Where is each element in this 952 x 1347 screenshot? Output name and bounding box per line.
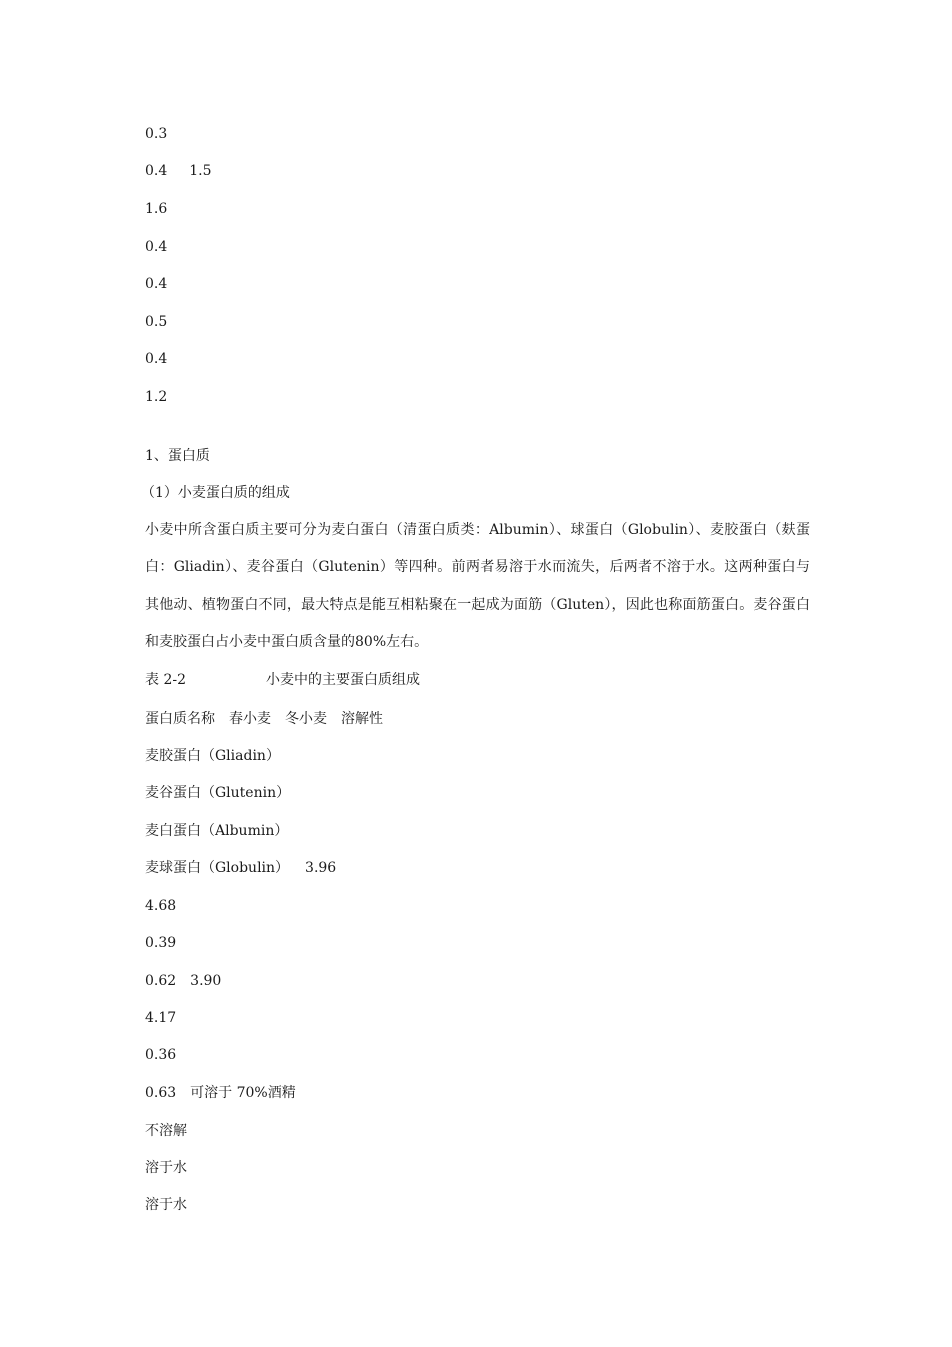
table-cell-protein: 麦胶蛋白（Gliadin） <box>145 748 280 764</box>
value-line: 0.5 <box>145 314 168 330</box>
value-line: 0.4 <box>145 351 168 367</box>
table-cell-solubility: 溶于水 <box>145 1160 187 1176</box>
header-winter-wheat: 冬小麦 <box>285 711 327 727</box>
value-line: 0.4 1.5 <box>145 163 212 179</box>
table-cell-protein: 麦谷蛋白（Glutenin） <box>145 785 291 801</box>
table-cell-protein: 麦球蛋白（Globulin） <box>145 860 290 876</box>
value-line: 1.6 <box>145 201 168 217</box>
table-cell-row <box>145 972 221 990</box>
table-cell-winter: 3.90 <box>190 973 222 989</box>
value-line: 0.3 <box>145 126 168 142</box>
header-solubility: 溶解性 <box>341 711 383 727</box>
table-cell-solubility: 可溶于 70%酒精 <box>190 1085 296 1101</box>
table-cell-solubility: 溶于水 <box>145 1197 187 1213</box>
section-heading: 1、蛋白质 <box>145 448 210 464</box>
table-cell-winter: 4.17 <box>145 1010 177 1026</box>
table-header-row <box>145 710 383 728</box>
table-cell-row <box>145 1084 296 1102</box>
table-cell-winter: 0.63 <box>145 1085 177 1101</box>
table-caption <box>145 671 420 689</box>
table-cell-winter: 0.36 <box>145 1047 177 1063</box>
value-line: 0.4 <box>145 276 168 292</box>
body-paragraph: 小麦中所含蛋白质主要可分为麦白蛋白（清蛋白质类：Albumin）、球蛋白（Globulin）、麦胶蛋白（麸蛋白：Gliadin）、麦谷蛋白（Glutenin）等四种。前两者易溶于水而流失，后两者不溶于水。这两种蛋白与其他动、植物蛋白不同，最大特点是能互相粘聚在一起成为面筋（Gluten），因此也称面筋蛋白。麦谷蛋白和麦胶蛋白占小麦中蛋白质含量的80%左右。 <box>145 522 810 650</box>
value-line: 1.2 <box>145 389 168 405</box>
table-cell-solubility: 不溶解 <box>145 1123 187 1139</box>
table-cell-spring: 0.39 <box>145 935 177 951</box>
header-spring-wheat: 春小麦 <box>229 711 271 727</box>
table-cell-spring: 4.68 <box>145 898 177 914</box>
table-number: 表 2-2 <box>145 672 186 688</box>
subsection-heading: （1）小麦蛋白质的组成 <box>141 485 290 501</box>
table-title: 小麦中的主要蛋白质组成 <box>266 672 420 688</box>
table-cell-spring: 3.96 <box>305 860 337 876</box>
table-cell-row <box>145 859 336 877</box>
table-cell-spring: 0.62 <box>145 973 177 989</box>
header-protein-name: 蛋白质名称 <box>145 711 215 727</box>
table-cell-protein: 麦白蛋白（Albumin） <box>145 823 289 839</box>
value-line: 0.4 <box>145 239 168 255</box>
